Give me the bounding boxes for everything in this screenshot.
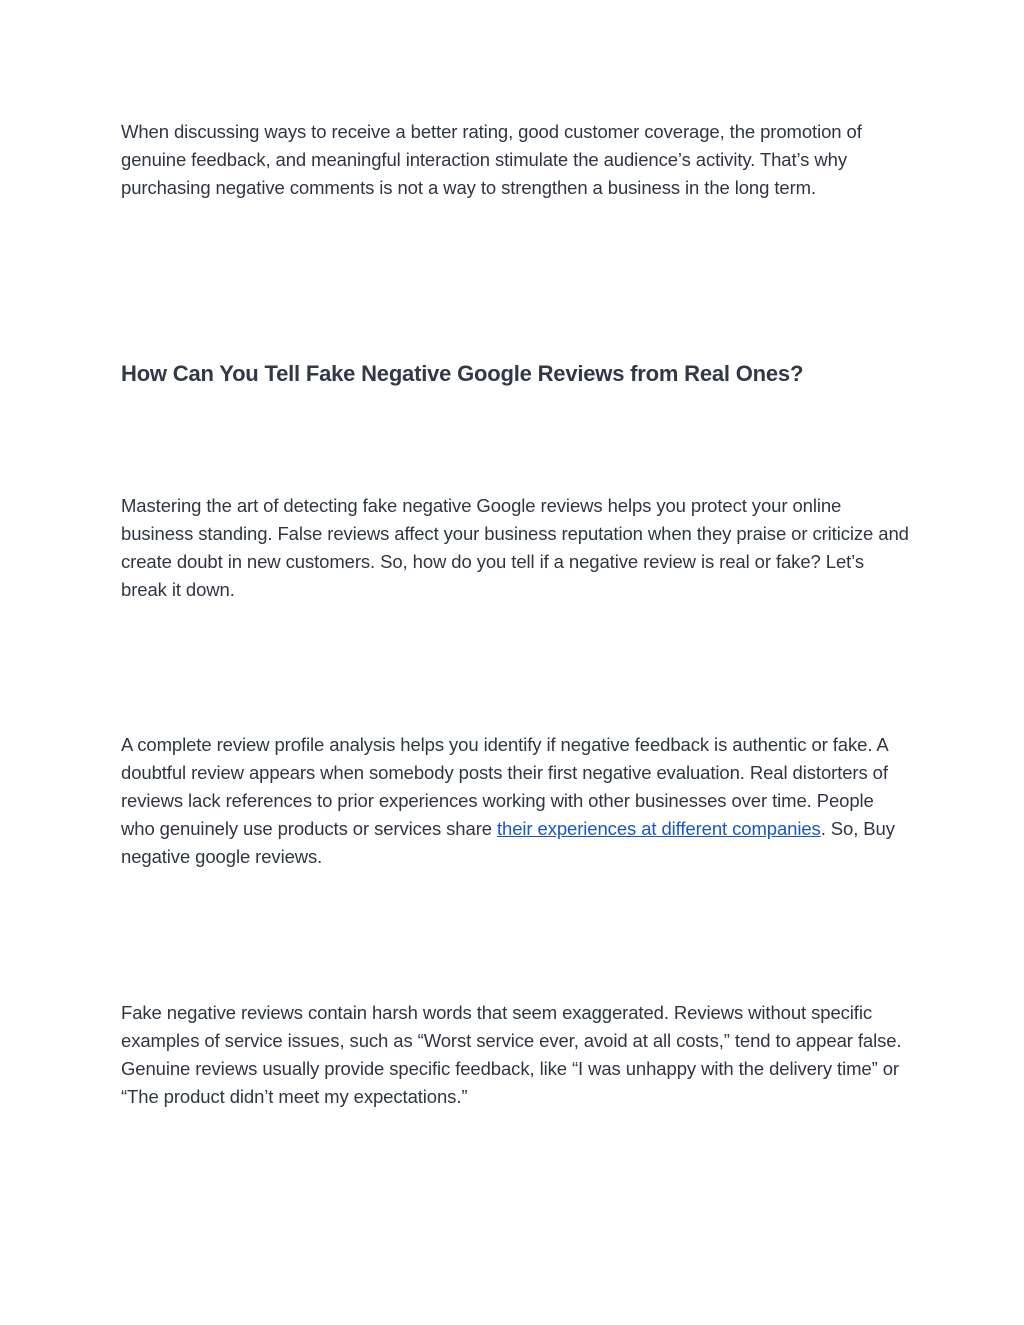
- paragraph-harsh-words: Fake negative reviews contain harsh words that seem exaggerated. Reviews without specific examples of service issues, such as “Worst service ever, avoid at all costs,” tend to appear false. Genuine reviews usually provide specific feedback, like “I was unhappy with the delivery time” or “The product didn’t meet my expectations.”: [121, 1002, 902, 1107]
- paragraph-review-profile-analysis: [121, 731, 911, 871]
- paragraph-detecting-fake-reviews: Mastering the art of detecting fake negative Google reviews helps you protect your online business standing. False reviews affect your business reputation when they praise or criticize and create doubt in new customers. So, how do you tell if a negative review is real or fake? Let’s break it down.: [121, 495, 909, 600]
- experiences-link[interactable]: their experiences at different companies: [496, 818, 821, 839]
- paragraph-intro: When discussing ways to receive a better rating, good customer coverage, the promotion of genuine feedback, and meaningful interaction stimulate the audience’s activity. That’s why purchasing negative comments is not a way to strengthen a business in the long term.: [121, 121, 862, 198]
- section-heading: How Can You Tell Fake Negative Google Reviews from Real Ones?: [121, 361, 804, 386]
- paragraph-text-after-link: . So, Buy negative google reviews.: [121, 818, 895, 867]
- paragraph-text-before-link: A complete review profile analysis helps you identify if negative feedback is authentic or fake. A doubtful review appears when somebody posts their first negative evaluation. Real distorters of reviews lack references to prior experiences working with other businesses over time. People who genuinely use products or services share: [121, 734, 888, 839]
